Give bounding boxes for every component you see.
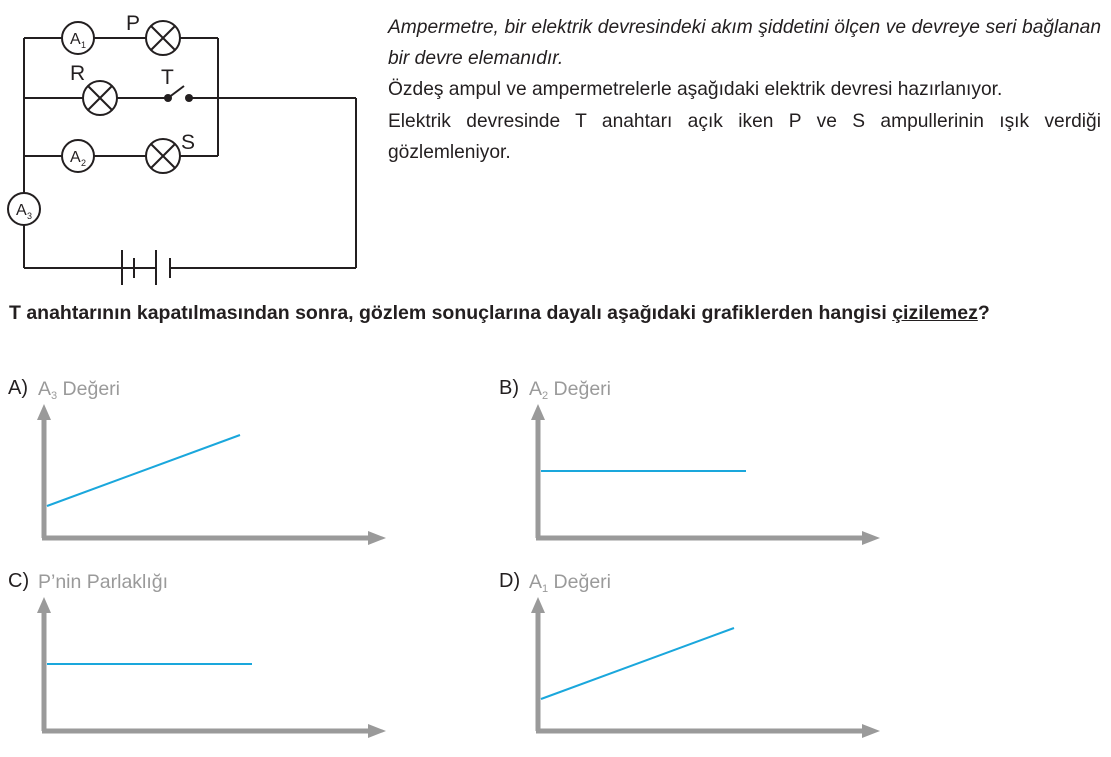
ammeter-a2-letter: A	[70, 149, 81, 166]
ammeter-a1-sub: 1	[81, 40, 87, 50]
graphs-root	[37, 404, 880, 738]
graph-d-x-arrow	[862, 724, 880, 738]
intro-line-3: Elektrik devresinde T anahtarı açık iken P ve S ampullerinin ışık verdiği gözlemleniyor.	[388, 110, 1101, 163]
graph-c-y-arrow	[37, 597, 51, 613]
option-b-title-main: A	[529, 378, 543, 400]
option-a-letter[interactable]: A)	[8, 377, 28, 399]
graph-a-x-arrow	[368, 531, 386, 545]
option-b-title-rest: Değeri	[548, 378, 612, 400]
ammeter-a2-sub: 2	[81, 158, 87, 168]
option-a-title-sub: 3	[51, 390, 58, 402]
graph-d-line	[541, 628, 734, 699]
graph-b-y-arrow	[531, 404, 545, 420]
bulb-s-label: S	[181, 131, 196, 154]
ammeter-a1-letter: A	[70, 31, 81, 48]
option-c-title-main: P’nin Parlaklığı	[38, 571, 169, 593]
option-d-letter[interactable]: D)	[499, 570, 521, 592]
option-c-letter[interactable]: C)	[8, 570, 30, 592]
option-d-title-sub: 1	[542, 583, 549, 595]
graph-c-x-arrow	[368, 724, 386, 738]
option-b-letter[interactable]: B)	[499, 377, 519, 399]
bulb-r-label: R	[70, 62, 86, 85]
switch-t-label: T	[161, 66, 174, 89]
option-d-title-rest: Değeri	[548, 571, 612, 593]
graph-d-y-arrow	[531, 597, 545, 613]
ammeter-a3-sub: 3	[27, 211, 33, 221]
intro-line-2: Özdeş ampul ve ampermetrelerle aşağıdaki elektrik devresi hazırlanıyor.	[388, 79, 1003, 101]
graph-a-y-arrow	[37, 404, 51, 420]
option-d-title-main: A	[529, 571, 543, 593]
ammeter-a3-letter: A	[16, 202, 27, 219]
option-a-title-main: A	[38, 378, 52, 400]
graph-b-x-arrow	[862, 531, 880, 545]
question-before: T anahtarının kapatılmasından sonra, gözlem sonuçlarına dayalı aşağıdaki grafiklerden hangisi	[9, 302, 893, 324]
graph-a-line	[47, 435, 240, 506]
bulb-p-label: P	[126, 12, 141, 35]
question-after: ?	[977, 302, 990, 324]
option-a-title-rest: Değeri	[57, 378, 121, 400]
option-b-title-sub: 2	[542, 390, 549, 402]
question-underlined: çizilemez	[892, 302, 978, 324]
intro-line-1: Ampermetre, bir elektrik devresindeki akım şiddetini ölçen ve devreye seri bağlanan bir devre elemanıdır.	[388, 17, 1101, 70]
